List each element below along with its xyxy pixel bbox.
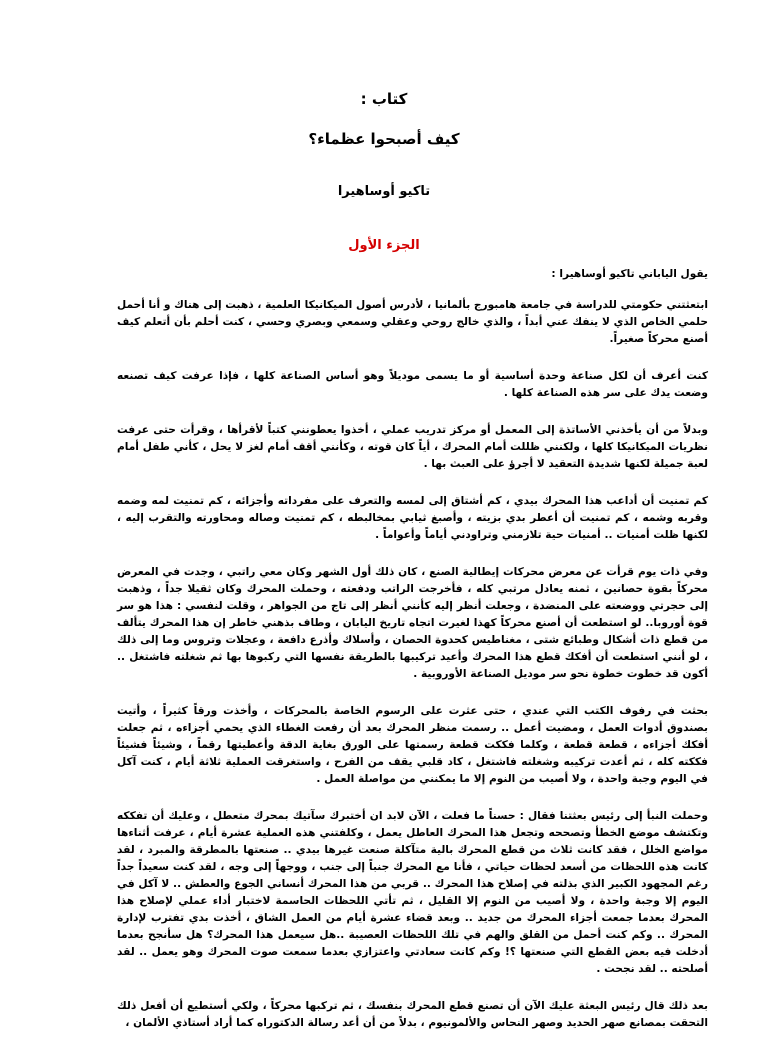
intro-line: يقول الياباني تاكيو أوساهيرا : bbox=[551, 268, 708, 280]
paragraph: بحثت في رفوف الكتب التي عندي ، حتى عثرت على الرسوم الخاصة بالمحركات ، وأخذت ورقاً كثيراً ، وأتيت بصندوق أدوات العمل ، ومضيت أعمل .. رسمت منظر المحرك بعد أن رفعت الغطاء الذي يحمي أجزاءه ، ثم جعلت أفكك أجزاءه ، قطعة قطعة ، وكلما فككت قطعة رسمتها على الورق بغاية الدقة وأعطيتها رقماً ، وشيئاً فشيئاً فككته كله ، ثم أعدت تركيبه وشغلته فاشتغل ، كاد قلبي يقف من الفرح ، واستغرقت العملية ثلاثة أيام ، كنت آكل في اليوم وجبة واحدة ، ولا أصيب من النوم إلا ما يمكنني من مواصلة العمل . bbox=[117, 705, 708, 785]
paragraph: كم تمنيت أن أداعب هذا المحرك بيدي ، كم أشتاق إلى لمسه والتعرف على مفرداته وأجزائه ، كم تمنيت لمه وضمه وقربه وشمه ، كم تمنيت أن أعطر بدي بزيته ، وأصبغ ثيابي بمخالبطه ، كم تمنيت وصاله ومحاورته والتقرب إليه ، لكنها ظلت أمنيات .. أمنيات حية تلازمني وتراودني أياماً وأعواماً . bbox=[117, 495, 708, 541]
paragraph: وحملت النبأ إلى رئيس بعثتنا فقال : حسناً ما فعلت ، الآن لابد ان أختبرك سآتيك بمحرك متعطل ، وعليك أن تفككه وتكتشف موضع الخطأ وتصححه وتجعل هذا المحرك العاطل يعمل ، وكلفتني هذه العملية عشرة أيام ، عرفت أثناءها مواضع الخلل ، فقد كانت ثلاث من قطع المحرك بالية متآكلة صنعت غيرها بيدي .. صنعتها بالمطرقة والمبرد ، لقد كانت هذه اللحظات من أسعد لحظات حياتي ، فأنا مع المحرك جنباً إلى جنب ، ووجهاً إلى وجه ، لقد كنت سعيداً جداً رغم المجهود الكبير الذي بذلته في إصلاح هذا المحرك .. قربي من هذا المحرك أنساني الجوع والعطش .. لا آكل في اليوم إلا وجبة واحدة ، ولا أصيب من النوم إلا القليل ، ثم تأتي اللحظات الحاسمة لاختبار أداء عملي لإصلاح هذا المحرك بعدما جمعت أجزاء المحرك من جديد .. وبعد قضاء عشرة أيام من العمل الشاق ، أخذت بدي تفترب لإدارة المحرك .. وكم كنت أحمل من القلق والهم في تلك اللحظات العصيبة ..هل سيعمل هذا المحرك؟ هل سأنجح بعدما أدخلت فيه بعض القطع التي صنعتها ؟! وكم كانت سعادتي واعتزازي بعدما سمعت صوت المحرك وهو يعمل .. لقد أصلحته .. لقد نجحت . bbox=[117, 810, 708, 975]
paragraph: بعد ذلك قال رئيس البعثة عليك الآن أن تصنع قطع المحرك بنفسك ، ثم تركبها محركاً ، ولكي أستطيع أن أفعل ذلك التحقت بمصانع صهر الحديد وصهر النحاس والألمونيوم ، بدلاً من أن أعد رسالة الدكتوراه كما أراد أستاذي الألمان ، bbox=[117, 1000, 708, 1029]
body-text bbox=[117, 266, 708, 1052]
paragraph: وفي ذات يوم قرأت عن معرض محركات إيطالية الصنع ، كان ذلك أول الشهر وكان معي راتبي ، وجدت في المعرض محركاً بقوة حصانين ، ثمنه يعادل مرتبي كله ، فأخرجت الراتب ودفعته ، وحملت المحرك وكان ثقيلا جداً ، وذهبت إلى حجرتي ووضعته على المنضدة ، وجعلت أنظر إليه كأنني أنظر إلى تاج من الجواهر ، وقلت لنفسي : هذا هو سر قوة أوروبا.. لو استطعت أن أصنع محركاً كهذا لغيرت اتجاه تاريخ اليابان ، وطاف بذهني خاطر إن هذا المحرك يتألف من قطع ذات أشكال وطبائع شتى ، مغناطيس كحدوة الحصان ، وأسلاك وأذرع دافعة ، وعجلات وتروس وما إلى ذلك ، لو أنني استطعت أن أفكك قطع هذا المحرك وأعيد تركيبها بالطريقة نفسها التي ركبوها بها ثم شغلته فاشتغل .. أكون قد خطوت خطوة نحو سر موديل الصناعة الأوروبية . bbox=[117, 566, 708, 680]
paragraph: كنت أعرف أن لكل صناعة وحدة أساسية أو ما يسمى موديلاً وهو أساس الصناعة كلها ، فإذا عرفت كيف تصنعه وضعت يدك على سر هذه الصناعة كلها . bbox=[117, 370, 708, 399]
paragraph: وبدلاً من أن يأخذني الأساتذة إلى المعمل أو مركز تدريب عملي ، أخذوا يعطونني كتباً لأقرأها ، وقرأت حتى عرفت نظريات الميكانيكا كلها ، ولكنني ظللت أمام المحرك ، أياً كان قوته ، وكأنني أقف أمام لغز لا يحل ، كأني طفل أمام لعبة جميلة لكنها شديدة التعقيد لا أجرؤ على العبث بها . bbox=[117, 424, 708, 470]
book-label: كتاب : bbox=[360, 90, 408, 108]
book-title: كيف أصبحوا عظماء؟ bbox=[308, 130, 460, 148]
paragraph: ابتعثتني حكومتي للدراسة في جامعة هامبورج بألمانيا ، لأدرس أصول الميكانيكا العلمية ، ذهبت إلى هناك و أنا أحمل حلمي الخاص الذي لا ينفك عني أبداً ، والذي خالج روحي وعقلي وسمعي وبصري وحسي ، كنت أحلم بأن أتعلم كيف أصنع محركاً صغيراً. bbox=[117, 299, 708, 345]
author-name: تاكيو أوساهيرا bbox=[337, 184, 431, 199]
part-title: الجزء الأول bbox=[348, 238, 420, 253]
